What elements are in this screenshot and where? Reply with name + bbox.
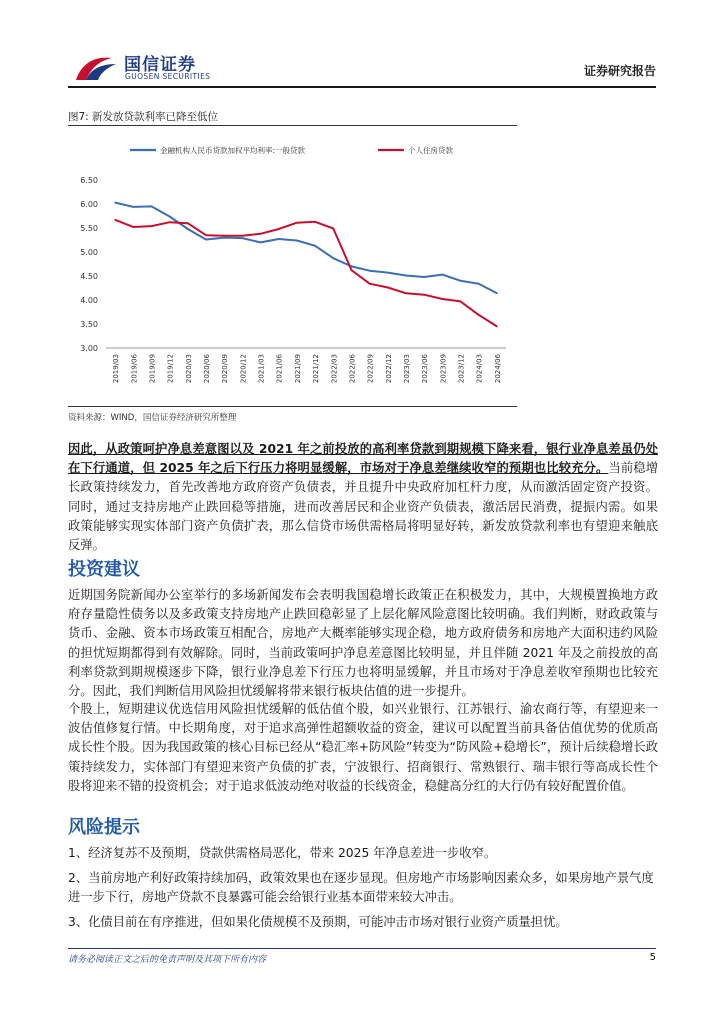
x-tick-label: 2020/09 — [221, 354, 230, 384]
investment-paragraph-1: 近期国务院新闻办公室举行的多场新闻发布会表明我国稳增长政策正在积极发力，其中，大规模置换地方政府存量隐性债务以及多政策支持房地产止跌回稳彰显了上层化解风险意图比较明确。我们判断，财政政策与货币、金融、资本市场政策互相配合，房地产大概率能够实现企稳，地方政府债务和房地产大面积违约风险的担忧短期都得到有效解除。同时，当前政策呵护净息差意图比较明显，并且伴随 2021 年及之前投放的高利率贷款到期规模逐步下降，银行业净息差下行压力也将明显缓解，并且市场对于净息差收窄预期也比较充分。因此，我们判断信用风险担忧缓解将带来银行板块估值的进一步提升。 — [68, 588, 658, 699]
general-loan-point — [496, 292, 498, 294]
y-tick-label: 5.00 — [80, 248, 98, 257]
chart-legend — [130, 145, 453, 155]
y-tick-label: 4.50 — [80, 272, 98, 281]
header-rule — [68, 86, 656, 88]
mortgage-point — [187, 222, 189, 224]
x-tick-label: 2022/09 — [366, 354, 375, 384]
mortgage-point — [296, 222, 298, 224]
x-tick-label: 2020/12 — [239, 354, 248, 384]
general-loan-point — [151, 206, 153, 208]
general-loan-point — [169, 216, 171, 218]
y-tick-label: 4.00 — [80, 296, 98, 305]
mortgage-point — [387, 287, 389, 289]
mortgage-point — [442, 298, 444, 300]
general-loan-point — [442, 274, 444, 276]
section-title-risk: 风险提示 — [68, 817, 140, 838]
x-tick-label: 2022/06 — [348, 354, 357, 384]
logo-chinese-name: 国信证券 — [124, 55, 196, 75]
y-tick-label: 3.50 — [80, 320, 98, 329]
general-loan-point — [314, 245, 316, 247]
x-axis — [106, 348, 506, 383]
general-loan-point — [387, 272, 389, 274]
general-loan-point — [114, 202, 116, 204]
general-loan-point — [332, 257, 334, 259]
x-tick-label: 2020/03 — [184, 354, 193, 384]
legend-label-general-loan: 金融机构人民币贷款加权平均利率:一般贷款 — [160, 146, 306, 155]
x-tick-label: 2024/06 — [493, 354, 502, 384]
legend-label-mortgage: 个人住房贷款 — [408, 146, 453, 155]
general-loan-point — [369, 270, 371, 272]
mortgage-point — [496, 326, 498, 328]
loan-rate-chart — [68, 130, 518, 402]
mortgage-point — [460, 301, 462, 303]
x-tick-label: 2021/09 — [293, 354, 302, 384]
series-layer — [114, 202, 497, 327]
general-loan-point — [223, 237, 225, 239]
mortgage-point — [369, 283, 371, 285]
mortgage-point — [169, 221, 171, 223]
conclusion-paragraph — [68, 440, 658, 555]
y-tick-label: 6.50 — [80, 176, 98, 185]
general-loan-point — [242, 237, 244, 239]
x-tick-label: 2019/06 — [130, 354, 139, 384]
x-tick-label: 2022/12 — [384, 354, 393, 384]
y-tick-label: 5.50 — [80, 224, 98, 233]
x-tick-label: 2023/03 — [403, 354, 411, 384]
general-loan-point — [478, 283, 480, 285]
figure-top-rule — [68, 125, 517, 126]
mortgage-point — [114, 219, 116, 221]
general-loan-point — [187, 228, 189, 230]
x-tick-label: 2019/12 — [166, 354, 175, 384]
mortgage-point — [405, 292, 407, 294]
x-tick-label: 2023/09 — [439, 354, 448, 384]
x-tick-label: 2023/06 — [421, 354, 430, 384]
mortgage-point — [223, 235, 225, 237]
mortgage-point — [478, 314, 480, 316]
figure-source: 资料来源：WIND，国信证券经济研究所整理 — [68, 413, 237, 423]
mortgage-point — [278, 228, 280, 230]
y-tick-label: 3.00 — [80, 344, 98, 353]
x-tick-label: 2021/06 — [275, 354, 284, 384]
series-line-general-loan — [115, 203, 497, 294]
general-loan-point — [423, 276, 425, 278]
guosen-logo-icon — [72, 52, 118, 84]
mortgage-point — [332, 228, 334, 230]
conclusion-underlined: 因此，从政策呵护净息差意图以及 2021 年之前投放的高利率贷款到期规模下降来看，银行业净息差虽仍处在下行通道，但 2025 年之后下行压力将明显缓解，市场对于净息差继续收窄的预期也比较充分。 — [68, 442, 658, 476]
y-axis — [80, 176, 98, 353]
logo-english-name: GUOSEN SECURITIES — [125, 72, 211, 81]
mortgage-point — [242, 235, 244, 237]
x-tick-label: 2022/03 — [330, 354, 339, 384]
mortgage-point — [260, 233, 262, 235]
figure-title: 图7: 新发放贷款利率已降至低位 — [68, 111, 219, 123]
x-tick-label: 2019/03 — [112, 354, 121, 384]
x-tick-label: 2019/09 — [148, 354, 157, 384]
general-loan-point — [205, 239, 207, 241]
figure-bottom-rule — [68, 406, 517, 407]
page-number: 5 — [649, 952, 656, 963]
series-line-mortgage — [115, 220, 497, 327]
x-tick-label: 2021/12 — [312, 354, 321, 384]
mortgage-point — [351, 269, 353, 271]
mortgage-point — [314, 221, 316, 223]
x-tick-label: 2021/03 — [257, 354, 266, 384]
x-tick-label: 2020/06 — [203, 354, 211, 384]
risk-item-3: 3、化债目前在有序推进，但如果化债规模不及预期，可能冲击市场对银行业资产质量担忧。 — [68, 915, 568, 929]
general-loan-point — [132, 206, 134, 208]
x-tick-label: 2024/03 — [475, 354, 484, 384]
risk-item-2: 2、当前房地产利好政策持续加码，政策效果也在逐步显现。但房地产市场影响因素众多，如果房地产景气度进一步下行，房地产贷款不良暴露可能会给银行业基本面带来较大冲击。 — [68, 871, 654, 905]
general-loan-point — [260, 242, 262, 244]
section-title-investment: 投资建议 — [68, 559, 140, 580]
general-loan-point — [278, 238, 280, 240]
general-loan-point — [405, 275, 407, 277]
investment-paragraph-2: 个股上，短期建议优选信用风险担忧缓解的低估值个股，如兴业银行、江苏银行、渝农商行等，有望迎来一波估值修复行情。中长期角度，对于追求高弹性超额收益的资金，建议可以配置当前具备估值优势的优质高成长性个股。因为我国政策的核心目标已经从“稳汇率+防风险”转变为“防风险+稳增长”，预计后续稳增长政策持续发力，实体部门有望迎来资产负债的扩表，宁波银行、招商银行、常熟银行、瑞丰银行等高成长性个股将迎来不错的投资机会；对于追求低波动绝对收益的长线资金，稳健高分红的大行仍有较好配置价值。 — [68, 702, 658, 793]
mortgage-point — [151, 225, 153, 227]
general-loan-point — [296, 240, 298, 242]
footer-rule — [68, 948, 656, 949]
report-type-label: 证券研究报告 — [583, 64, 656, 78]
risk-item-1: 1、经济复苏不及预期，贷款供需格局恶化，带来 2025 年净息差进一步收窄。 — [68, 846, 497, 860]
y-tick-label: 6.00 — [80, 200, 98, 209]
conclusion-rest: 当前稳增长政策持续发力，首先改善地方政府资产负债表，并且提升中央政府加杠杆力度，从而激活固定资产投资。同时，通过支持房地产止跌回稳等措施，进而改善居民和企业资产负债表，激活居民消费，提振内需。如果政策能够实现实体部门资产负债扩表，那么信贷市场供需格局将明显好转，新发放贷款利率也有望迎来触底反弹。 — [68, 461, 658, 553]
general-loan-point — [460, 280, 462, 282]
footer-disclaimer: 请务必阅读正文之后的免责声明及其项下所有内容 — [68, 955, 267, 965]
mortgage-point — [132, 226, 134, 228]
mortgage-point — [423, 294, 425, 296]
x-tick-label: 2023/12 — [457, 354, 466, 384]
mortgage-point — [205, 234, 207, 236]
